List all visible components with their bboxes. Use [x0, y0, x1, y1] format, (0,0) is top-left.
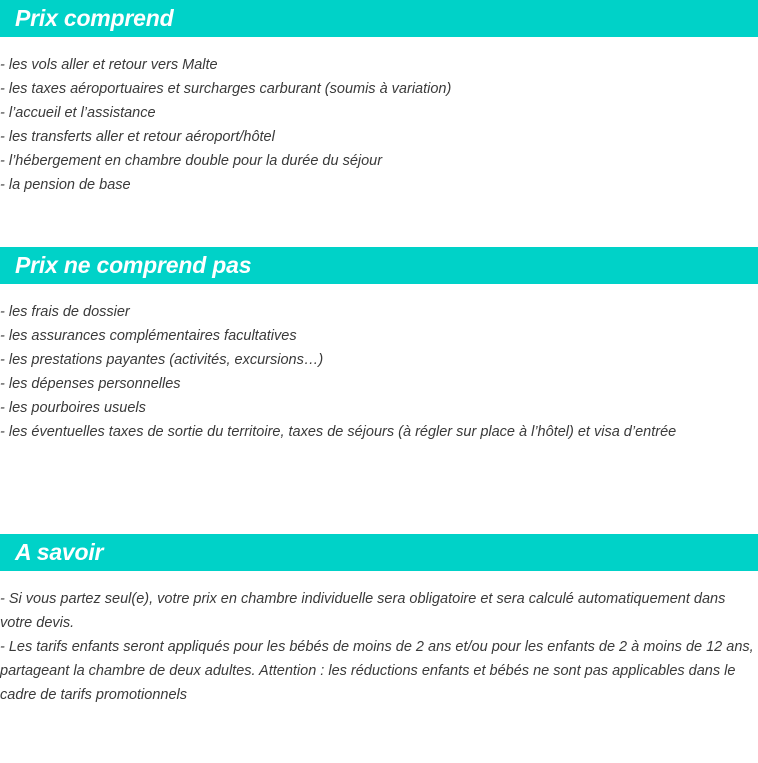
- list-item: - l’accueil et l’assistance: [0, 105, 156, 121]
- list-item: - les taxes aéroportuaires et surcharges carburant (soumis à variation): [0, 81, 452, 97]
- list-item: - les assurances complémentaires facultatives: [0, 328, 297, 344]
- list-item: - la pension de base: [0, 177, 131, 193]
- section-title: A savoir: [15, 539, 104, 565]
- list-item: - les prestations payantes (activités, excursions…): [0, 352, 324, 368]
- list-item: - les dépenses personnelles: [0, 376, 181, 392]
- section-header-prix-ne-comprend-pas: [0, 247, 758, 284]
- section-title: Prix ne comprend pas: [15, 252, 252, 278]
- not-included-list: [0, 300, 758, 444]
- list-item: - l’hébergement en chambre double pour la durée du séjour: [0, 153, 383, 169]
- section-header-a-savoir: [0, 534, 758, 571]
- list-item: - Si vous partez seul(e), votre prix en chambre individuelle sera obligatoire et sera calculé automatiquement dans votre devis.: [0, 591, 726, 631]
- list-item: - Les tarifs enfants seront appliqués pour les bébés de moins de 2 ans et/ou pour les enfants de 2 à moins de 12 ans, partageant la chambre de deux adultes. Attention : les réductions enfants et bébés ne sont pas applicables dans le cadre de tarifs promotionnels: [0, 639, 754, 703]
- section-header-prix-comprend: [0, 0, 758, 37]
- list-item: - les éventuelles taxes de sortie du territoire, taxes de séjours (à régler sur place à l’hôtel) et visa d’entrée: [0, 424, 677, 440]
- list-item: - les pourboires usuels: [0, 400, 146, 416]
- list-item: - les transferts aller et retour aéroport/hôtel: [0, 129, 275, 145]
- section-title: Prix comprend: [15, 5, 174, 31]
- list-item: - les vols aller et retour vers Malte: [0, 57, 218, 73]
- good-to-know-list: [0, 587, 758, 707]
- included-list: [0, 53, 758, 197]
- list-item: - les frais de dossier: [0, 304, 130, 320]
